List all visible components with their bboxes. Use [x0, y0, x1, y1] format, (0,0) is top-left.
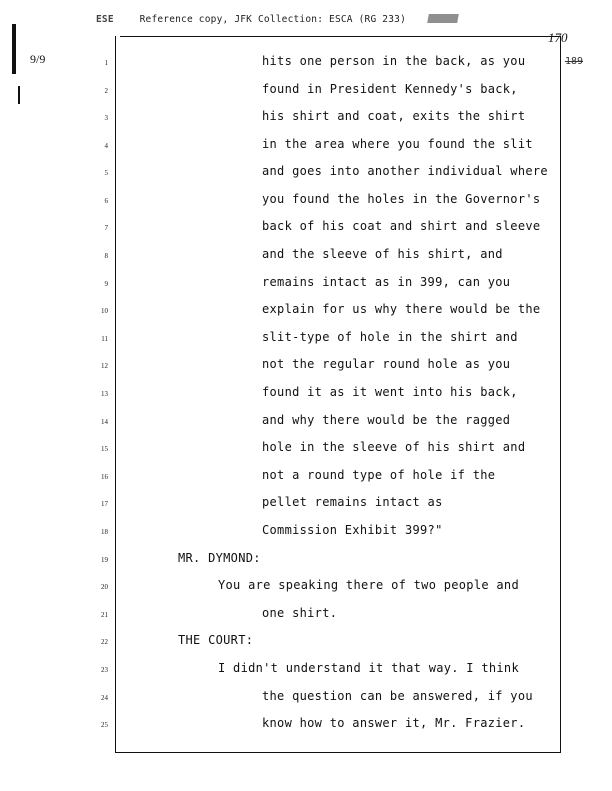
transcript-line: hole in the sleeve of his shirt and: [262, 440, 526, 454]
transcript-line: the question can be answered, if you: [262, 689, 533, 703]
line-number: 19: [101, 556, 108, 564]
line-number: 22: [101, 638, 108, 646]
transcript-line: found it as it went into his back,: [262, 385, 518, 399]
transcript-line: not the regular round hole as you: [262, 357, 511, 371]
transcript-line: slit-type of hole in the shirt and: [262, 330, 518, 344]
transcript-line: in the area where you found the slit: [262, 137, 533, 151]
transcript-line: explain for us why there would be the: [262, 302, 541, 316]
header-text: Reference copy, JFK Collection: ESCA (RG 233): [139, 14, 406, 25]
transcript-line: found in President Kennedy's back,: [262, 82, 518, 96]
line-number: 18: [101, 528, 108, 536]
line-number: 14: [101, 418, 108, 426]
line-number: 4: [104, 142, 108, 150]
line-number: 9: [104, 280, 108, 288]
line-number: 7: [104, 224, 108, 232]
line-number: 15: [101, 445, 108, 453]
transcript-line: not a round type of hole if the: [262, 468, 496, 482]
transcript-line: hits one person in the back, as you: [262, 54, 526, 68]
line-number: 6: [104, 197, 108, 205]
redaction-stamp: [427, 14, 459, 23]
archive-header: [96, 14, 406, 25]
line-number: 23: [101, 666, 108, 674]
left-edge-mark: [12, 24, 16, 74]
line-number: 5: [104, 169, 108, 177]
line-number: 25: [101, 721, 108, 729]
transcript-line: remains intact as in 399, can you: [262, 275, 511, 289]
left-edge-mark-lower: [18, 86, 20, 104]
transcript-line: back of his coat and shirt and sleeve: [262, 219, 541, 233]
line-number: 17: [101, 500, 108, 508]
line-number: 21: [101, 611, 108, 619]
speaker-label: MR. DYMOND:: [178, 551, 261, 565]
transcript-line: his shirt and coat, exits the shirt: [262, 109, 526, 123]
line-number: 8: [104, 252, 108, 260]
transcript-line: I didn't understand it that way. I think: [218, 661, 519, 675]
header-mark: ESE: [96, 14, 114, 25]
line-number: 1: [104, 59, 108, 67]
line-number: 3: [104, 114, 108, 122]
line-number: 11: [101, 335, 108, 343]
transcript-line: You are speaking there of two people and: [218, 578, 519, 592]
speaker-label: THE COURT:: [178, 633, 254, 647]
line-number: 16: [101, 473, 108, 481]
transcript-line: Commission Exhibit 399?": [262, 523, 443, 537]
transcript-line: and goes into another individual where: [262, 164, 548, 178]
transcript-line: pellet remains intact as: [262, 495, 443, 509]
line-number: 12: [101, 362, 108, 370]
line-number: 20: [101, 583, 108, 591]
margin-note: 9/9: [30, 52, 46, 66]
line-number: 10: [101, 307, 108, 315]
transcript-line: know how to answer it, Mr. Frazier.: [262, 716, 526, 730]
line-number: 2: [104, 87, 108, 95]
transcript-line: and why there would be the ragged: [262, 413, 511, 427]
line-number: 13: [101, 390, 108, 398]
page-number: 170: [548, 30, 568, 45]
transcript-line: one shirt.: [262, 606, 338, 620]
struck-page-number: 189: [565, 56, 584, 67]
transcript-line: you found the holes in the Governor's: [262, 192, 541, 206]
line-number: 24: [101, 694, 108, 702]
transcript-line: and the sleeve of his shirt, and: [262, 247, 503, 261]
